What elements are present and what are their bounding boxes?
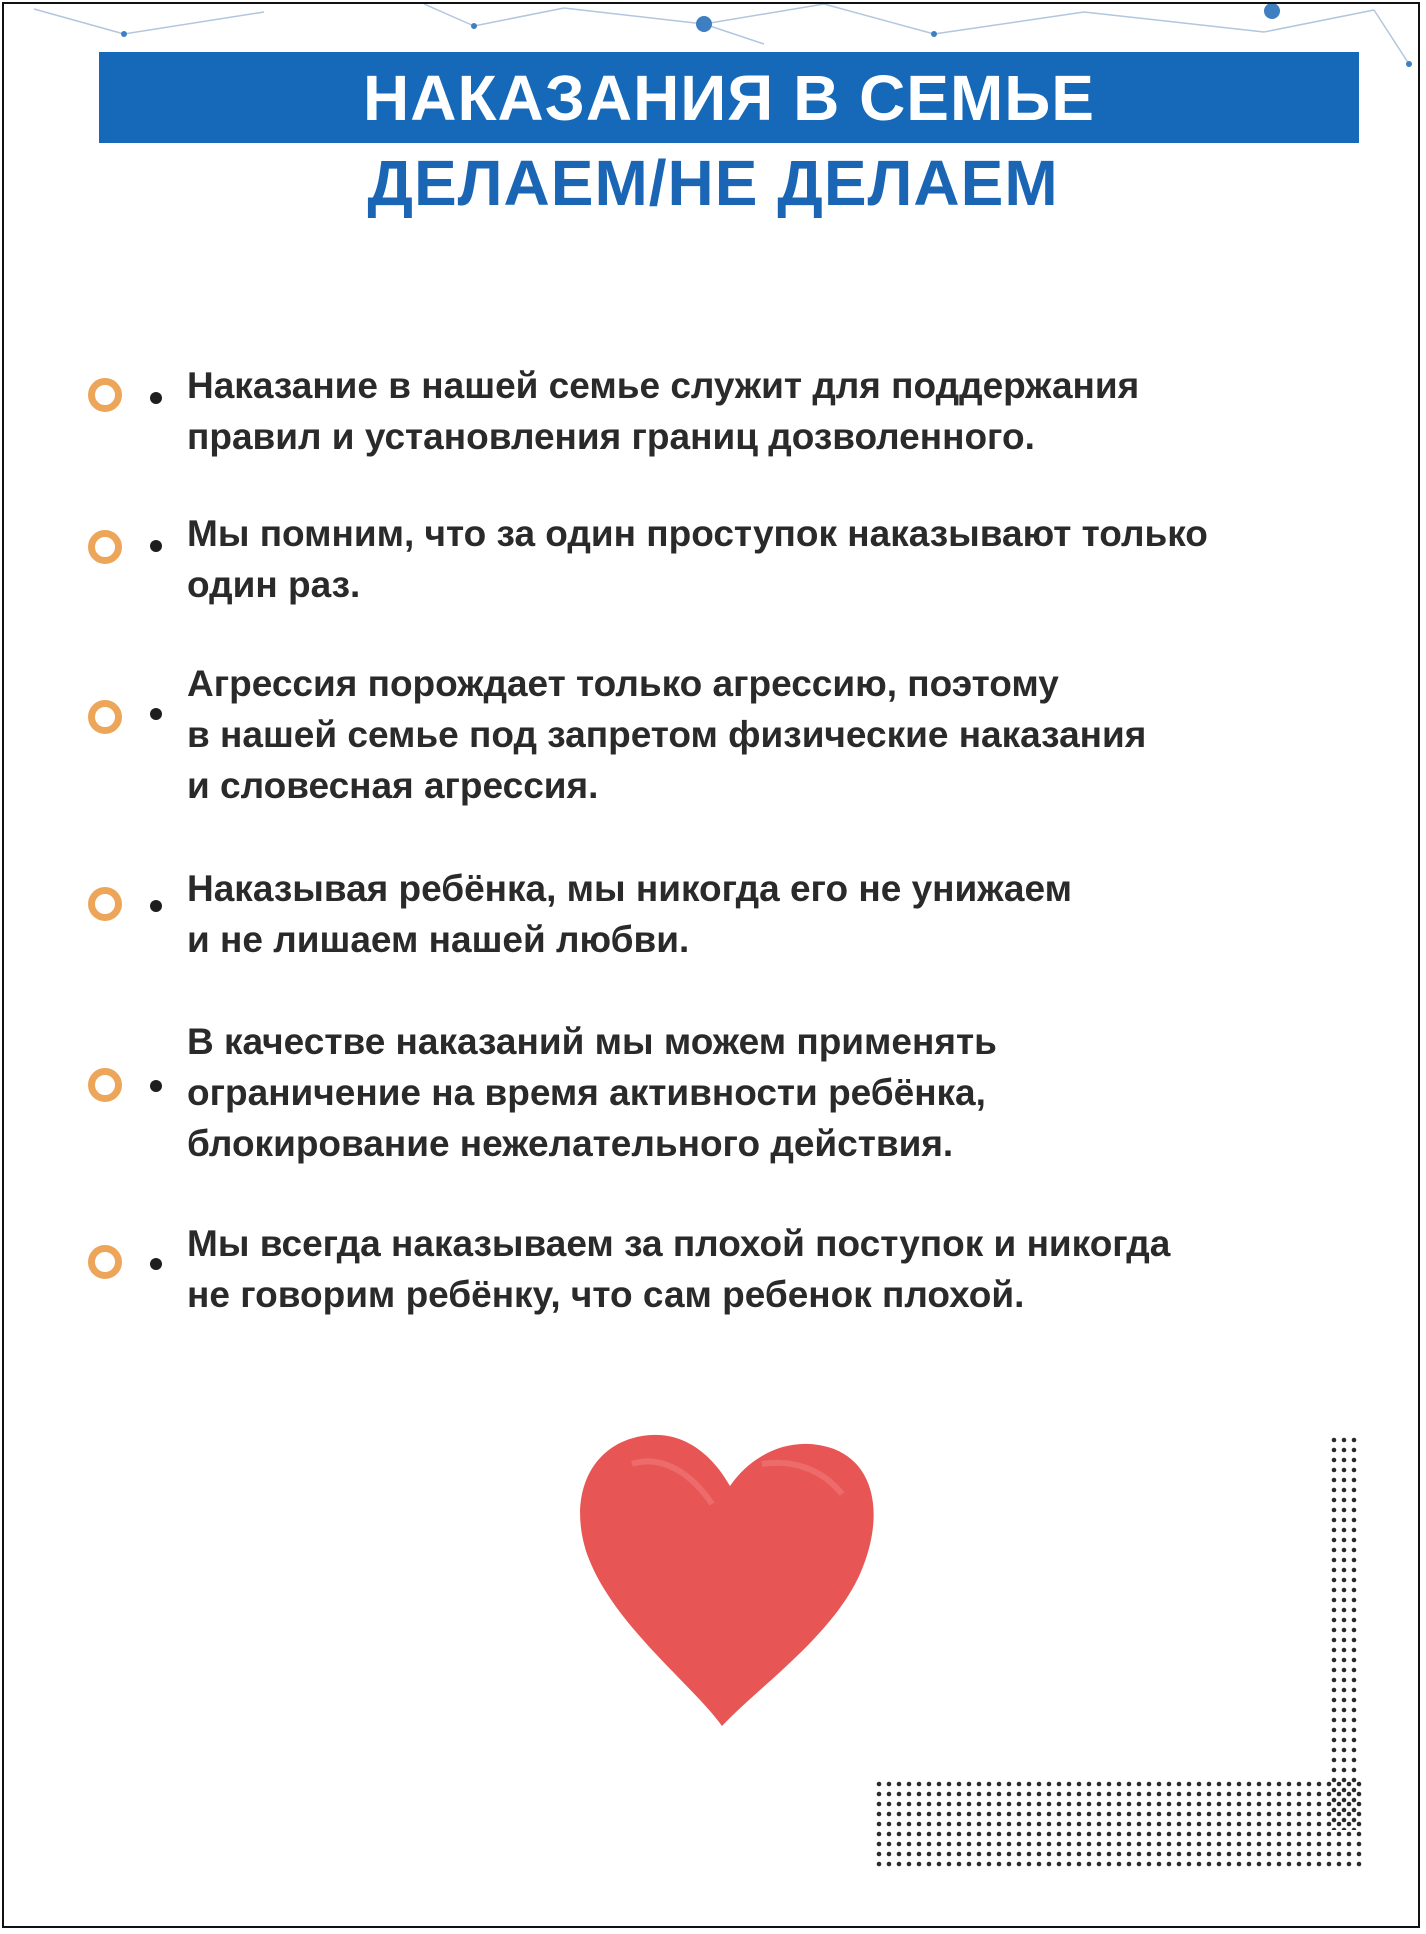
orange-ring-icon: [88, 700, 122, 734]
bullet-dot-icon: [150, 1080, 162, 1092]
dot-pattern: [874, 1779, 1364, 1874]
bullet-dot-icon: [150, 708, 162, 720]
list-item-text: Мы помним, что за один проступок наказывают только один раз.: [187, 513, 1208, 605]
bullet-dot-icon: [150, 540, 162, 552]
bullet-dot-icon: [150, 1258, 162, 1270]
page-title: НАКАЗАНИЯ В СЕМЬЕ: [363, 61, 1095, 134]
bullet-dot-icon: [150, 900, 162, 912]
page-frame: [2, 2, 1420, 1928]
list-item-text: Мы всегда наказываем за плохой поступок и никогда не говорим ребёнку, что сам ребенок плохой.: [187, 1223, 1171, 1315]
heart-icon: [572, 1424, 882, 1734]
title-banner: [99, 52, 1359, 143]
orange-ring-icon: [88, 887, 122, 921]
orange-ring-icon: [88, 378, 122, 412]
list-item-text: Наказывая ребёнка, мы никогда его не унижаем и не лишаем нашей любви.: [187, 868, 1072, 960]
list-item-text: Агрессия порождает только агрессию, поэтому в нашей семье под запретом физические наказания и словесная агрессия.: [187, 663, 1147, 806]
dot-pattern: [1329, 1435, 1359, 1830]
orange-ring-icon: [88, 1068, 122, 1102]
bullet-dot-icon: [150, 392, 162, 404]
orange-ring-icon: [88, 1245, 122, 1279]
list-item-text: В качестве наказаний мы можем применять ограничение на время активности ребёнка, блокирование нежелательного действия.: [187, 1021, 997, 1164]
page-subtitle: ДЕЛАЕМ/НЕ ДЕЛАЕМ: [367, 147, 1059, 219]
orange-ring-icon: [88, 530, 122, 564]
list-item-text: Наказание в нашей семье служит для поддержания правил и установления границ дозволенного.: [187, 365, 1140, 457]
